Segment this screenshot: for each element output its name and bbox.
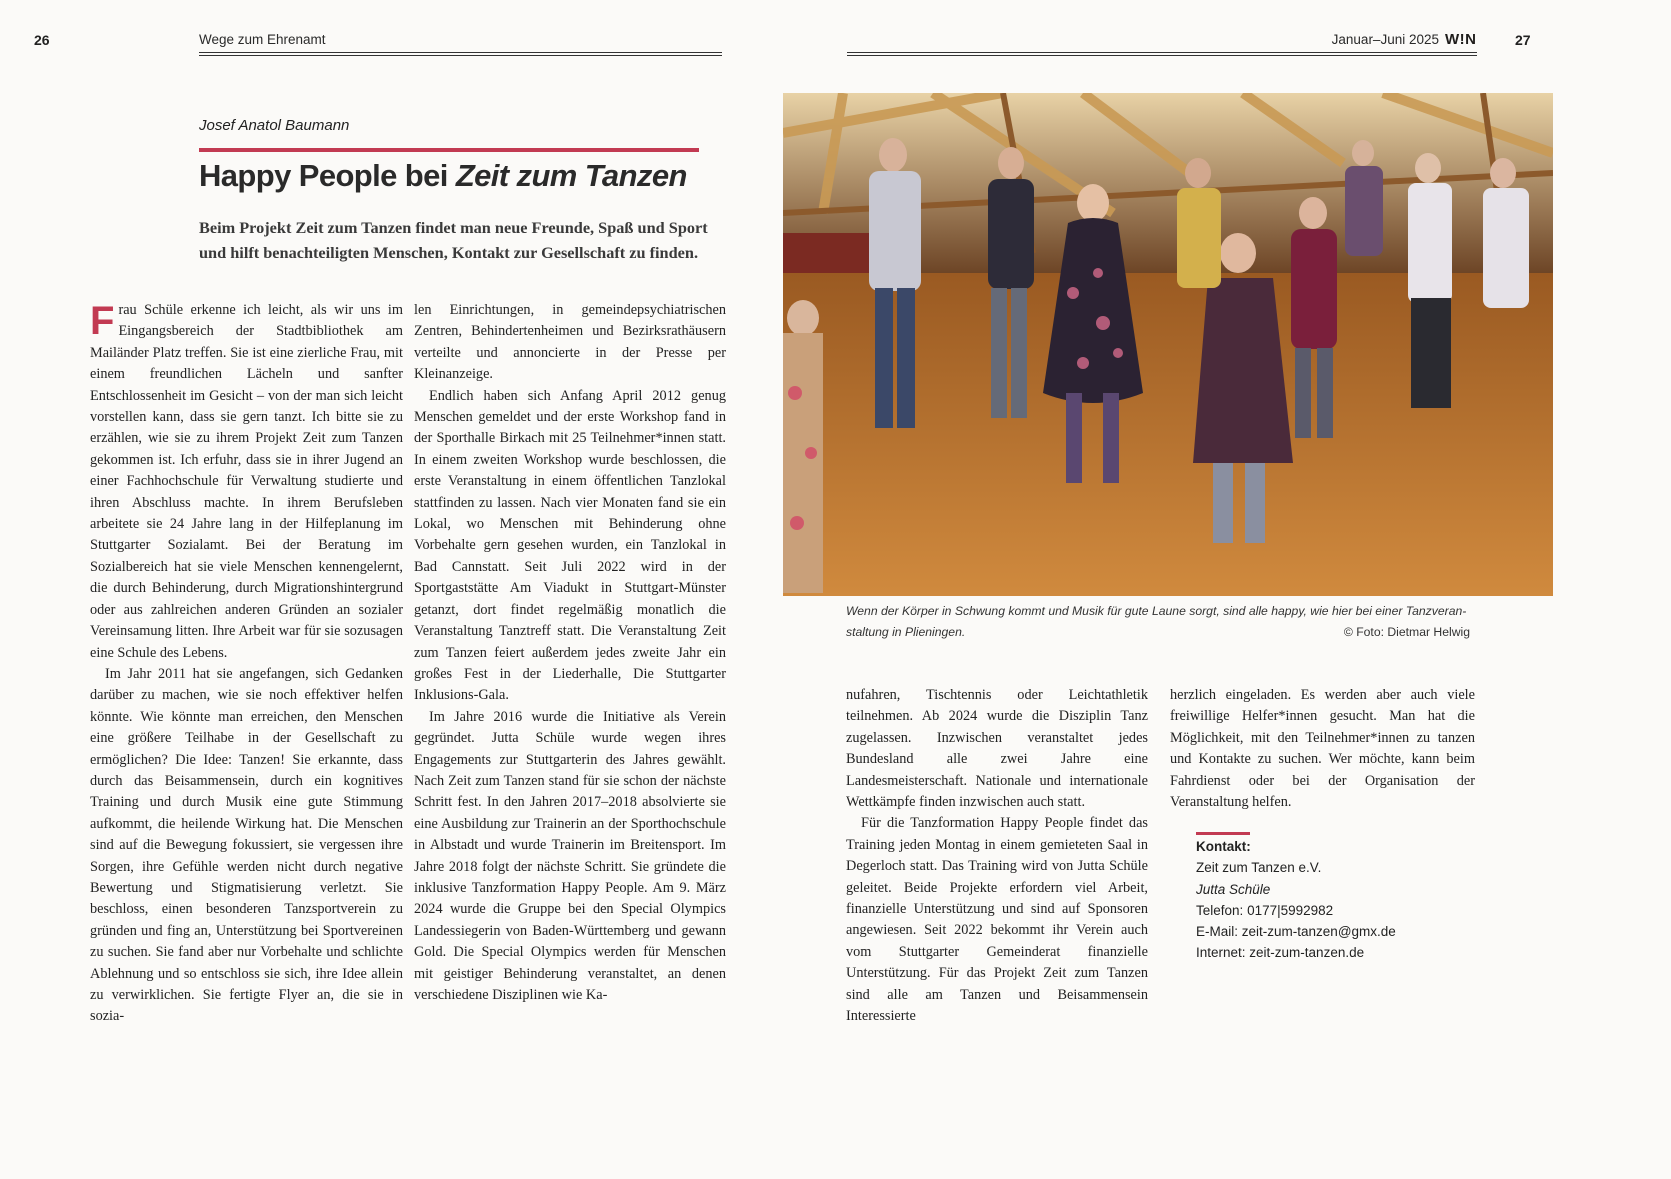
header-rule-left	[199, 52, 722, 56]
title-italic: Zeit zum Tanzen	[455, 158, 687, 193]
col2-paragraph-3: Im Jahre 2016 wurde die Initiative als Verein gegründet. Jutta Schüle wurde wegen ihres Engagements zur Stuttgarterin des Jahres gewählt. Nach Zeit zum Tanzen stand für sie schon der nächste Schritt fest. In den Jahren 2017–2018 absolvierte sie eine Ausbildung zur Trainerin an der Sporthochschule in Albstadt und wurde Trainerin im Breitensport. Im Jahre 2018 folgt der nächste Schritt. Sie gründete die inklusive Tanzformation Happy People. Am 9. März 2024 wurde die Gruppe bei den Special Olympics Landessiegerin von Baden-Württemberg und gewann Gold. Die Special Olympics werden für Menschen mit geistiger Behinderung veranstaltet, an denen verschiedene Disziplinen wie Ka-	[414, 708, 726, 1003]
contact-email-row	[1196, 921, 1476, 942]
drop-cap: F	[90, 299, 115, 343]
text-column-4	[1170, 685, 1475, 813]
contact-org: Zeit zum Tanzen e.V.	[1196, 860, 1322, 876]
email-address: zeit-zum-tanzen@gmx.de	[1241, 924, 1396, 940]
contact-phone-row	[1196, 900, 1476, 921]
phone-label: Telefon:	[1196, 902, 1244, 918]
issue-date: Januar–Juni 2025	[1331, 32, 1439, 47]
col1-paragraph-2: Im Jahr 2011 hat sie angefangen, sich Gedanken darüber zu machen, wie sie noch effektiver helfen könnte. Wie könnte man erreichen, den Menschen eine größere Teilhabe in der Gesellschaft zu ermöglichen? Die Idee: Tanzen! Sie erkannte, dass durch das Beisammensein, durch ein kognitives Training und durch Musik eine gute Stimmung aufkommt, die heilende Wirkung hat. Die Menschen sind auf die Bewegung fokussiert, sie vergessen ihre Sorgen, ihre Gefühle werden nicht durch negative Bewertung und Stigmatisierung verletzt. Sie beschloss, einen besonderen Tanzsportverein zu gründen und fing an, Unterstützung bei Sportvereinen zu suchen. Sie fand aber nur Vorbehalte und schlichte Ablehnung und so entschloss sie sich, ihre Idee allein zu verwirklichen. Sie fertigte Flyer an, die sie in sozia-	[90, 665, 403, 1025]
phone-number: 0177|5992982	[1247, 902, 1334, 918]
text-column-3	[846, 685, 1148, 1028]
col4-paragraph-1: herzlich eingeladen. Es werden aber auch viele freiwillige Helfer*innen gesucht. Man hat die Möglichkeit, mit den Teilnehmer*innen zu tanzen und Kontakte zu suchen. Wer möchte, kann beim Fahrdienst oder bei der Organisation der Veranstaltung helfen.	[1170, 687, 1475, 811]
text-column-1	[90, 300, 403, 1028]
col2-paragraph-1: len Einrichtungen, in gemeindepsychiatrischen Zentren, Behindertenheimen und Bezirksrathäusern verteilte und annoncierte in der Presse per Kleinanzeige.	[414, 302, 726, 383]
photo-illustration	[783, 93, 1553, 596]
running-head: Wege zum Ehrenamt	[199, 32, 326, 47]
article-title	[199, 158, 687, 194]
caption-line-1: Wenn der Körper in Schwung kommt und Musik für gute Laune sorgt, sind alle happy, wie hier bei einer Tanzveran-	[846, 604, 1467, 618]
article-lead	[199, 215, 729, 265]
web-address: zeit-zum-tanzen.de	[1249, 945, 1365, 961]
text-column-2	[414, 300, 726, 1006]
caption-line-2: staltung in Plieningen.	[846, 625, 966, 639]
title-plain: Happy People bei	[199, 158, 456, 193]
author-name: Josef Anatol Baumann	[199, 117, 350, 134]
lead-line-1: Beim Projekt Zeit zum Tanzen findet man neue Freunde, Spaß und Sport	[199, 218, 708, 237]
right-page-number: 27	[1515, 32, 1531, 48]
col3-paragraph-1: nufahren, Tischtennis oder Leichtathletik teilnehmen. Ab 2024 wurde die Disziplin Tanz zugelassen. Inzwischen veranstaltet jedes Bundesland alle zwei Jahre eine Landesmeisterschaft. Nationale und internationale Wettkämpfe finden inzwischen auch statt.	[846, 687, 1148, 811]
magazine-logo: W!N	[1445, 31, 1477, 48]
email-label: E-Mail:	[1196, 924, 1239, 940]
contact-web-row	[1196, 942, 1476, 963]
col3-paragraph-2: Für die Tanzformation Happy People findet das Training jeden Montag in einem gemieteten Saal in Degerloch statt. Das Training wird von Jutta Schüle geleitet. Beide Projekte erfordern viel Arbeit, finanzielle Unterstützung und sind auf Sponsoren angewiesen. Seit 2022 bekommt ihr Verein auch vom Stuttgarter Gemeinderat finanzielle Unterstützung. Für das Projekt Zeit zum Tanzen sind alle am Tanzen und Beisammensein Interessierte	[846, 815, 1148, 1025]
lead-line-2: und hilft benachteiligten Menschen, Kontakt zur Gesellschaft zu finden.	[199, 243, 699, 262]
col1-paragraph-1: rau Schüle erkenne ich leicht, als wir uns im Eingangsbereich der Stadtbibliothek am Mailänder Platz treffen. Sie ist eine zierliche Frau, mit einem freundlichen Lächeln und sanfter Entschlossenheit im Gesicht – von der man sich leicht vorstellen kann, dass sie gern tanzt. Ich bitte sie zu erzählen, wie sie zu ihrem Projekt Zeit zum Tanzen gekommen ist. Ich erfuhr, dass sie in ihrer Jugend an einer Fachhochschule für Verwaltung studierte und ihren Abschluss machte. In ihrem Berufsleben arbeitete sie 24 Jahre lang in der Hilfeplanung im Stuttgarter Sozialamt. Bei der Beratung im Sozialbereich hat sie viele Menschen kennengelernt, die durch Behinderung, durch Migrationshintergrund oder aus zahlreichen anderen Gründen an sozialer Vereinsamung litten. Ihre Arbeit war für sie sozusagen eine Schule des Lebens.	[90, 302, 403, 661]
contact-accent-bar	[1196, 832, 1250, 835]
photo-credit: © Foto: Dietmar Helwig	[1343, 625, 1470, 639]
title-accent-bar	[199, 148, 699, 152]
header-rule-right	[847, 52, 1477, 56]
left-page-number: 26	[34, 32, 50, 48]
web-label: Internet:	[1196, 945, 1246, 961]
contact-heading: Kontakt:	[1196, 839, 1251, 854]
contact-person: Jutta Schüle	[1196, 881, 1271, 897]
col2-paragraph-2: Endlich haben sich Anfang April 2012 genug Menschen gemeldet und der erste Workshop fand in der Sporthalle Birkach mit 25 Teilnehmer*innen statt. In einem zweiten Workshop wurde beschlossen, die erste Veranstaltung in einem öffentlichen Tanzlokal stattfinden zu lassen. Nach vier Monaten fand sie ein Lokal, wo Menschen mit Behinderung ohne Vorbehalte gern gesehen wurden, ein Tanzlokal in Bad Cannstatt. Seit Juli 2022 wird in der Sportgaststätte Am Viadukt in Stuttgart-Münster getanzt, dort findet regelmäßig monatlich die Veranstaltung Tanztreff statt. Die Veranstaltung Zeit zum Tanzen feiert außerdem jedes zweite Jahr ein großes Fest in der Liederhalle, Die Stuttgarter Inklusions-Gala.	[414, 387, 726, 704]
dance-event-photo	[783, 93, 1553, 596]
contact-box	[1196, 836, 1476, 964]
